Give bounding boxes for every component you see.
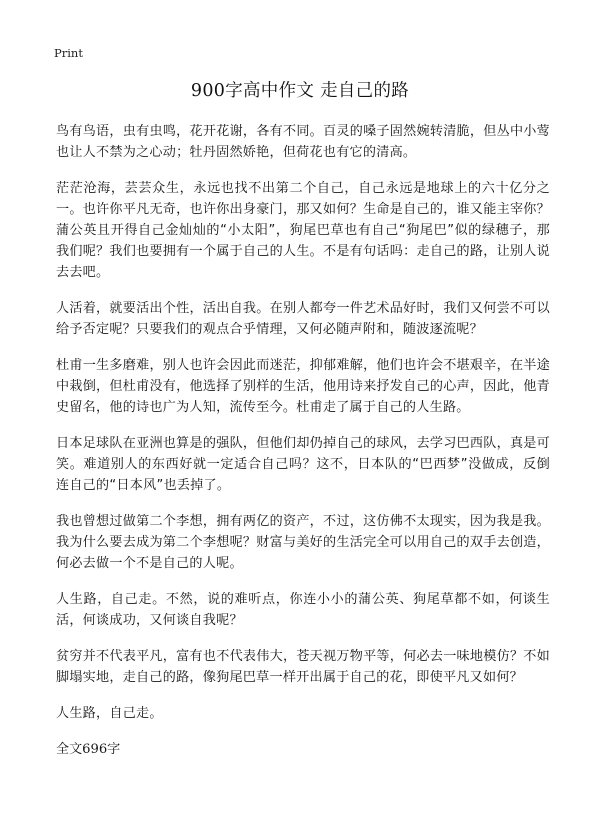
paragraph-4: 杜甫一生多磨难，别人也许会因此而迷茫，抑郁难解，他们也许会不堪艰辛，在半途中栽倒，但杜甫没有，他选择了别样的生活，他用诗来抒发自己的心声，因此，他青史留名，他的诗也广为人知，流传至今。杜甫走了属于自己的人生路。	[56, 358, 550, 415]
paragraph-9: 人生路，自己走。	[56, 706, 163, 721]
paragraph-7: 人生路，自己走。不然，说的难听点，你连小小的蒲公英、狗尾草都不如，何谈生活，何谈成功，又何谈自我呢？	[56, 592, 550, 628]
word-count: 全文696字	[56, 742, 121, 757]
paragraph-5: 日本足球队在亚洲也算是的强队，但他们却仍掉自己的球风，去学习巴西队，真是可笑。难道别人的东西好就一定适合自己吗？这不，日本队的“巴西梦”没做成，反倒连自己的“日本风”也丢掉了。	[56, 436, 550, 493]
print-link[interactable]: Print	[54, 46, 83, 60]
paragraph-3: 人活着，就要活出个性，活出自我。在别人都夸一件艺术品好时，我们又何尝不可以给予否定呢？只要我们的观点合乎情理，又何必随声附和，随波逐流呢？	[56, 301, 550, 337]
paragraph-8: 贫穷并不代表平凡，富有也不代表伟大，苍天视万物平等，何必去一味地模仿？不如脚塌实地，走自己的路，像狗尾巴草一样开出属于自己的花，即使平凡又如何？	[56, 649, 550, 685]
paragraph-2: 茫茫沧海，芸芸众生，永远也找不出第二个自己，自己永远是地球上的六十亿分之一。也许你平凡无奇，也许你出身豪门，那又如何？生命是自己的，谁又能主宰你？蒲公英且开得自己金灿灿的“小太阳”，狗尾巴草也有自己“狗尾巴”似的绿穗子，那我们呢？我们也要拥有一个属于自己的人生。不是有句话吗：走自己的路，让别人说去去吧。	[56, 181, 550, 280]
paragraph-1: 鸟有鸟语，虫有虫鸣，花开花谢，各有不同。百灵的嗓子固然婉转清脆，但丛中小莺也让人不禁为之心动；牡丹固然娇艳，但荷花也有它的清高。	[56, 124, 550, 160]
article-title: 900字高中作文 走自己的路	[190, 81, 410, 101]
article-body	[56, 121, 550, 760]
paragraph-6: 我也曾想过做第二个李想，拥有两亿的资产，不过，这仿佛不太现实，因为我是我。我为什么要去成为第二个李想呢？财富与美好的生活完全可以用自己的双手去创造，何必去做一个不是自己的人呢。	[56, 514, 550, 571]
